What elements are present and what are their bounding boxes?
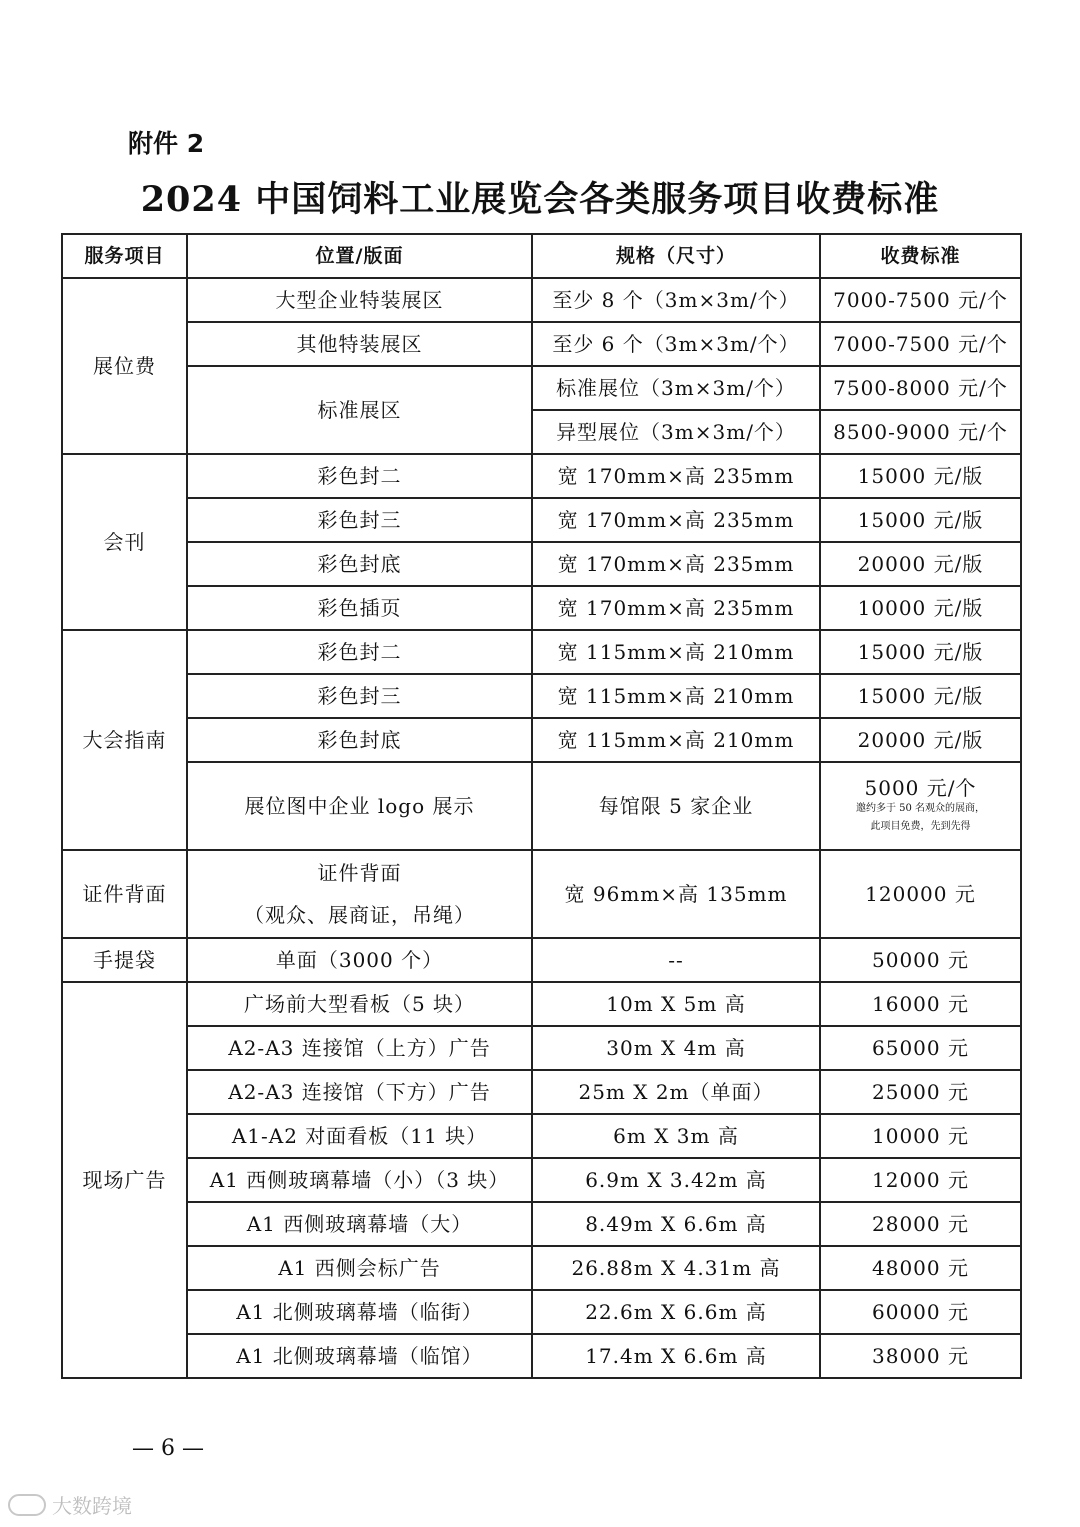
spec-cell: 至少 6 个（3m×3m/个）	[532, 322, 820, 366]
table-row	[62, 454, 1021, 498]
price-cell: 25000 元	[820, 1070, 1021, 1114]
price-cell: 10000 元	[820, 1114, 1021, 1158]
position-cell: 单面（3000 个）	[187, 938, 532, 982]
price-cell: 48000 元	[820, 1246, 1021, 1290]
position-cell: A1 西侧玻璃幕墙（小）（3 块）	[187, 1158, 532, 1202]
position-cell: 大型企业特装展区	[187, 278, 532, 322]
position-cell: A1 北侧玻璃幕墙（临街）	[187, 1290, 532, 1334]
price-note-line-1: 邀约多于 50 名观众的展商，	[855, 803, 986, 814]
spec-cell: 30m X 4m 高	[532, 1026, 820, 1070]
table-row	[62, 498, 1021, 542]
page-number: — 6 —	[132, 1436, 204, 1461]
price-cell: 120000 元	[820, 850, 1021, 938]
table-row	[62, 322, 1021, 366]
table-row	[62, 982, 1021, 1026]
header-price: 收费标准	[820, 234, 1021, 278]
position-line-2: （观众、展商证，吊绳）	[244, 903, 475, 927]
position-cell: 彩色封二	[187, 630, 532, 674]
spec-cell: 宽 170mm×高 235mm	[532, 454, 820, 498]
price-cell: 15000 元/版	[820, 674, 1021, 718]
table-row	[62, 850, 1021, 938]
position-cell: A1 西侧玻璃幕墙（大）	[187, 1202, 532, 1246]
table-row	[62, 718, 1021, 762]
spec-cell: 异型展位（3m×3m/个）	[532, 410, 820, 454]
spec-cell: 10m X 5m 高	[532, 982, 820, 1026]
watermark-logo-icon	[8, 1494, 46, 1516]
position-cell: A2-A3 连接馆（上方）广告	[187, 1026, 532, 1070]
position-cell: 彩色封三	[187, 674, 532, 718]
table-row	[62, 674, 1021, 718]
table-row	[62, 1290, 1021, 1334]
price-cell: 16000 元	[820, 982, 1021, 1026]
position-cell: 彩色封三	[187, 498, 532, 542]
spec-cell: 6.9m X 3.42m 高	[532, 1158, 820, 1202]
spec-cell: 宽 115mm×高 210mm	[532, 674, 820, 718]
page-title: 2024 中国饲料工业展览会各类服务项目收费标准	[140, 179, 940, 220]
category-cell: 展位费	[62, 278, 187, 454]
watermark	[8, 1490, 132, 1519]
table-row	[62, 762, 1021, 850]
spec-cell: 25m X 2m（单面）	[532, 1070, 820, 1114]
fee-table	[61, 233, 1022, 1379]
table-row	[62, 366, 1021, 410]
price-cell: 15000 元/版	[820, 454, 1021, 498]
table-row	[62, 1026, 1021, 1070]
category-cell: 手提袋	[62, 938, 187, 982]
table-header-row	[62, 234, 1021, 278]
table-row	[62, 542, 1021, 586]
spec-cell: 标准展位（3m×3m/个）	[532, 366, 820, 410]
header-service: 服务项目	[62, 234, 187, 278]
position-cell: A2-A3 连接馆（下方）广告	[187, 1070, 532, 1114]
spec-cell: 6m X 3m 高	[532, 1114, 820, 1158]
spec-cell: 宽 170mm×高 235mm	[532, 542, 820, 586]
price-cell: 10000 元/版	[820, 586, 1021, 630]
price-cell: 15000 元/版	[820, 498, 1021, 542]
price-cell: 15000 元/版	[820, 630, 1021, 674]
position-cell: 彩色封底	[187, 718, 532, 762]
position-cell: 其他特装展区	[187, 322, 532, 366]
spec-cell: 26.88m X 4.31m 高	[532, 1246, 820, 1290]
price-note-line-2: 此项目免费，先到先得	[870, 821, 971, 832]
price-cell: 28000 元	[820, 1202, 1021, 1246]
price-cell: 8500-9000 元/个	[820, 410, 1021, 454]
price-cell: 50000 元	[820, 938, 1021, 982]
price-cell: 7000-7500 元/个	[820, 322, 1021, 366]
table-row	[62, 1070, 1021, 1114]
position-cell: 标准展区	[187, 366, 532, 454]
spec-cell: 宽 115mm×高 210mm	[532, 630, 820, 674]
position-cell: 彩色封底	[187, 542, 532, 586]
price-cell: 20000 元/版	[820, 542, 1021, 586]
price-main: 5000 元/个	[864, 776, 977, 800]
price-cell: 20000 元/版	[820, 718, 1021, 762]
spec-cell: 17.4m X 6.6m 高	[532, 1334, 820, 1378]
spec-cell: 22.6m X 6.6m 高	[532, 1290, 820, 1334]
position-cell	[187, 850, 532, 938]
price-cell: 7500-8000 元/个	[820, 366, 1021, 410]
price-cell: 38000 元	[820, 1334, 1021, 1378]
spec-cell: 每馆限 5 家企业	[532, 762, 820, 850]
table-row	[62, 1158, 1021, 1202]
table-row	[62, 1202, 1021, 1246]
position-cell: 彩色插页	[187, 586, 532, 630]
spec-cell: 宽 115mm×高 210mm	[532, 718, 820, 762]
category-cell: 现场广告	[62, 982, 187, 1378]
spec-cell: 宽 170mm×高 235mm	[532, 586, 820, 630]
position-cell: 彩色封二	[187, 454, 532, 498]
spec-cell: --	[532, 938, 820, 982]
spec-cell: 8.49m X 6.6m 高	[532, 1202, 820, 1246]
price-cell: 60000 元	[820, 1290, 1021, 1334]
table-row	[62, 1334, 1021, 1378]
watermark-text: 大数跨境	[52, 1494, 132, 1518]
table-row	[62, 278, 1021, 322]
table-row	[62, 1114, 1021, 1158]
spec-cell: 至少 8 个（3m×3m/个）	[532, 278, 820, 322]
spec-cell: 宽 170mm×高 235mm	[532, 498, 820, 542]
table-row	[62, 1246, 1021, 1290]
price-cell: 65000 元	[820, 1026, 1021, 1070]
category-cell: 会刊	[62, 454, 187, 630]
position-cell: 广场前大型看板（5 块）	[187, 982, 532, 1026]
header-spec: 规格（尺寸）	[532, 234, 820, 278]
category-cell: 大会指南	[62, 630, 187, 850]
category-cell: 证件背面	[62, 850, 187, 938]
position-line-1: 证件背面	[317, 861, 402, 885]
position-cell: A1 西侧会标广告	[187, 1246, 532, 1290]
position-cell: A1 北侧玻璃幕墙（临馆）	[187, 1334, 532, 1378]
position-cell: A1-A2 对面看板（11 块）	[187, 1114, 532, 1158]
spec-cell: 宽 96mm×高 135mm	[532, 850, 820, 938]
attachment-label: 附件 2	[128, 129, 205, 158]
position-cell: 展位图中企业 logo 展示	[187, 762, 532, 850]
table-row	[62, 586, 1021, 630]
price-cell: 7000-7500 元/个	[820, 278, 1021, 322]
price-cell	[820, 762, 1021, 850]
header-position: 位置/版面	[187, 234, 532, 278]
table-row	[62, 938, 1021, 982]
price-cell: 12000 元	[820, 1158, 1021, 1202]
table-row	[62, 630, 1021, 674]
